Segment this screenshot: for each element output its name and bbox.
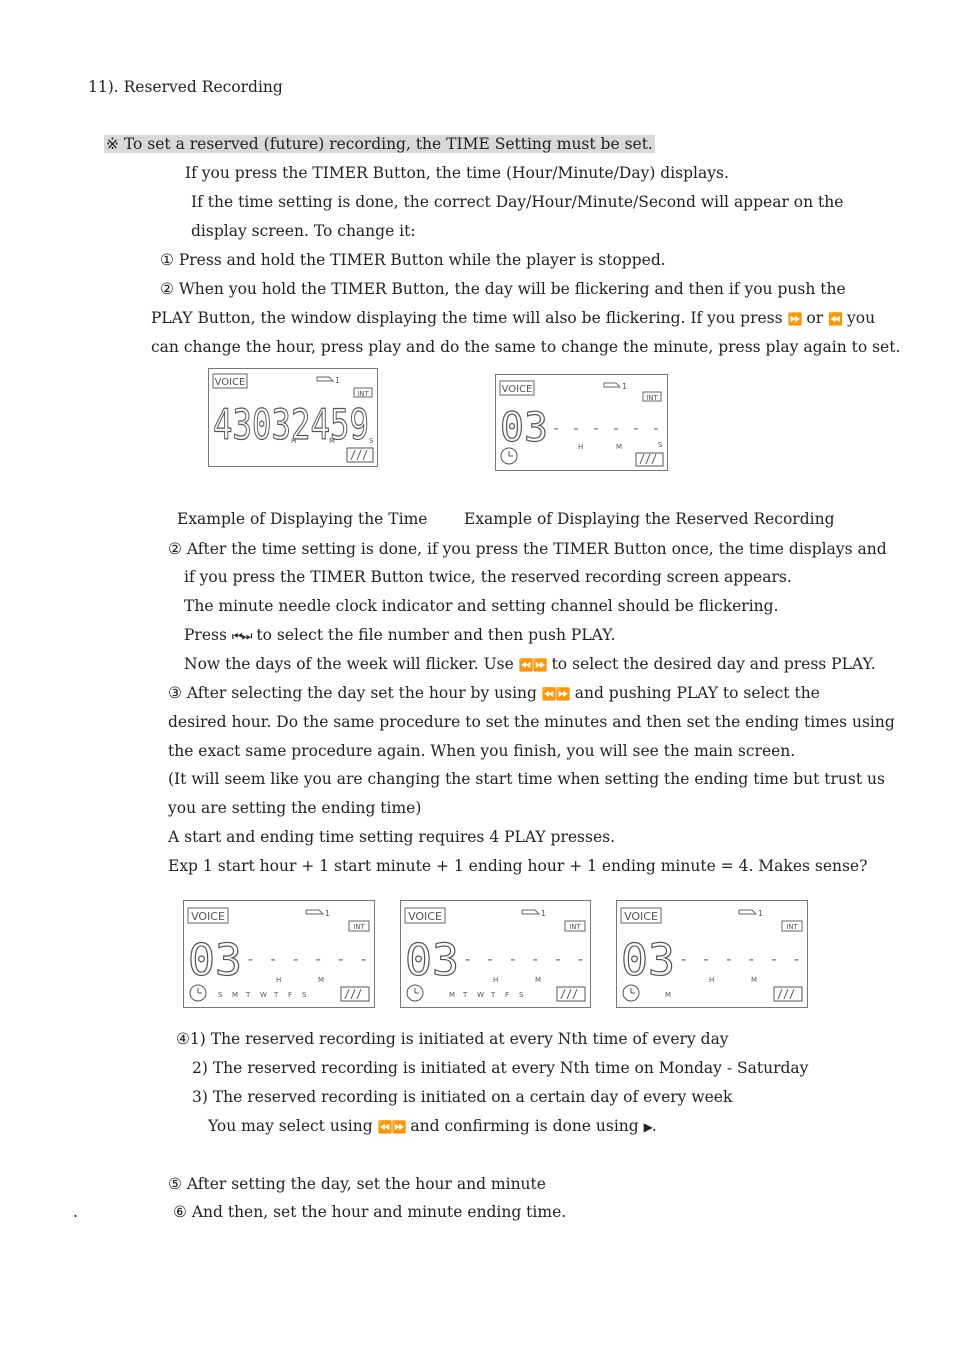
lcd-time-graphic [209, 369, 377, 466]
step-4-period: . [651, 1117, 657, 1135]
lcd-reserved-graphic [496, 375, 667, 470]
voice-badge: VOICE [624, 910, 658, 923]
step-2a-you: you [846, 309, 876, 327]
step-3-line-6: A start and ending time setting requires 4 PLAY presses. [168, 828, 616, 846]
voice-badge: VOICE [191, 910, 225, 923]
minute-label: M [616, 443, 623, 451]
day-thu: T [274, 991, 279, 999]
int-badge: INT [357, 390, 369, 398]
step-6: ⑥ And then, set the hour and minute ending time. [173, 1203, 567, 1221]
step-5: ⑤ After setting the day, set the hour and minute [168, 1175, 546, 1193]
lcd-day-graphic-1 [184, 901, 374, 1007]
minute-label: M [318, 976, 325, 984]
step-2b-line-5-text: Now the days of the week will flicker. Use [184, 655, 514, 673]
step-2b-press: Press [184, 626, 227, 644]
day-fri: F [505, 991, 510, 999]
hour-label: H [291, 437, 297, 445]
time-digits: 43032459 [213, 400, 369, 449]
battery-bars-icon [778, 989, 794, 999]
step-4-select-text: You may select using [208, 1117, 373, 1135]
battery-bars-icon [640, 454, 656, 464]
rewind-icon: ⏪ [828, 312, 843, 326]
step-3-line-3: the exact same procedure again. When you finish, you will see the main screen. [168, 742, 796, 760]
voice-badge: VOICE [408, 910, 442, 923]
battery-bars-icon [561, 989, 577, 999]
section-title: 11). Reserved Recording [88, 78, 283, 96]
note-text: ※ To set a reserved (future) recording, the TIME Setting must be set. [106, 135, 653, 153]
caption-time: Example of Displaying the Time [177, 510, 428, 528]
step-3-line-7: Exp 1 start hour + 1 start minute + 1 ending hour + 1 ending minute = 4. Makes sense? [168, 857, 868, 875]
day-thu: T [491, 991, 496, 999]
step-3-line-5: you are setting the ending time) [168, 799, 422, 817]
second-label: S [369, 437, 374, 445]
note-banner [104, 134, 655, 154]
channel-icon [306, 910, 323, 914]
rewind-forward-icon: ⏪⏩ [377, 1120, 406, 1134]
intro-line-1: If you press the TIMER Button, the time (Hour/Minute/Day) displays. [185, 164, 729, 182]
minute-label: M [329, 437, 336, 445]
step-2b-line-4-text: to select the file number and then push PLAY. [256, 626, 616, 644]
channel-number-icon: 1 [325, 909, 331, 918]
dashes: ------ [552, 421, 660, 437]
step-2a-line-3: can change the hour, press play and do the same to change the minute, press play again to set. [151, 338, 901, 356]
step-4-option-3: 3) The reserved recording is initiated on a certain day of every week [192, 1088, 733, 1106]
lcd-day-graphic-3 [617, 901, 807, 1007]
voice-badge: VOICE [501, 384, 533, 395]
step-2b-line-3: The minute needle clock indicator and setting channel should be flickering. [184, 597, 779, 615]
step-4-select [208, 1116, 657, 1137]
clock-hands-icon [509, 451, 513, 456]
week-days [218, 991, 307, 999]
lcd-time-display [208, 368, 378, 467]
step-2a-line-1: ② When you hold the TIMER Button, the day will be flickering and then if you push the [160, 280, 846, 298]
day-tue: T [246, 991, 251, 999]
step-3-line-1 [168, 683, 820, 704]
step-2a-line-2-text: PLAY Button, the window displaying the time will also be flickering. If you press [151, 309, 783, 327]
file-digits: 03 [188, 935, 242, 986]
hour-label: H [578, 443, 584, 451]
channel-icon [522, 910, 539, 914]
second-label: S [658, 441, 663, 449]
step-3-line-2: desired hour. Do the same procedure to set the minutes and then set the ending times using [168, 713, 895, 731]
lcd-day-mode-every-day [183, 900, 375, 1008]
minute-label: M [751, 976, 758, 984]
channel-icon [739, 910, 756, 914]
step-3-line-4: (It will seem like you are changing the start time when setting the ending time but trust us [168, 770, 885, 788]
day-wed: W [477, 991, 484, 999]
step-4-option-1: ④1) The reserved recording is initiated at every Nth time of every day [176, 1030, 729, 1048]
week-days [449, 991, 524, 999]
rewind-forward-icon: ⏪⏩ [541, 687, 570, 701]
hour-label: H [709, 976, 715, 984]
lcd-day-graphic-2 [401, 901, 590, 1007]
step-2b-line-2: if you press the TIMER Button twice, the reserved recording screen appears. [184, 568, 792, 586]
file-digits: 03 [405, 935, 459, 986]
channel-number-icon: 1 [622, 382, 628, 391]
hour-label: H [276, 976, 282, 984]
clock-hands-icon [631, 988, 635, 993]
caption-reserved: Example of Displaying the Reserved Recording [464, 510, 835, 528]
day-wed: W [260, 991, 267, 999]
day-tue: T [463, 991, 468, 999]
battery-bars-icon [345, 989, 361, 999]
step-2a-or: or [806, 309, 824, 327]
channel-icon [604, 383, 620, 387]
skip-icon: ⏮⏭ [231, 629, 252, 643]
step-1: ① Press and hold the TIMER Button while the player is stopped. [160, 251, 666, 269]
int-badge: INT [353, 923, 365, 931]
step-2b-line-4 [184, 625, 615, 646]
day-mon: M [232, 991, 239, 999]
day-fri: F [288, 991, 293, 999]
channel-number-icon: 1 [541, 909, 547, 918]
channel-icon [317, 377, 333, 381]
step-3-line-1-text: ③ After selecting the day set the hour by using [168, 684, 537, 702]
rewind-forward-icon: ⏪⏩ [518, 658, 547, 672]
voice-badge: VOICE [214, 377, 246, 388]
day-sun: S [218, 991, 223, 999]
day-sat: S [519, 991, 524, 999]
step-2b-line-5 [184, 654, 876, 675]
week-days [665, 991, 671, 999]
battery-bars-icon [351, 450, 367, 460]
minute-label: M [535, 976, 542, 984]
step-2a-line-2 [151, 308, 875, 329]
fast-forward-icon: ⏩ [787, 312, 802, 326]
channel-number-icon: 1 [758, 909, 764, 918]
lcd-day-mode-mon-sat [400, 900, 591, 1008]
file-digits: 03 [621, 935, 675, 986]
play-icon: ▶ [643, 1120, 652, 1134]
intro-line-3: display screen. To change it: [191, 222, 416, 240]
clock-hands-icon [198, 988, 202, 993]
clock-hands-icon [415, 988, 419, 993]
step-6-dot: . [73, 1203, 78, 1221]
hour-label: H [493, 976, 499, 984]
step-3-line-1-end: and pushing PLAY to select the [574, 684, 820, 702]
int-badge: INT [786, 923, 798, 931]
int-badge: INT [646, 394, 658, 402]
file-digits: 03 [500, 405, 548, 451]
day-mon: M [665, 991, 672, 999]
day-mon: M [449, 991, 456, 999]
lcd-reserved-display [495, 374, 668, 471]
lcd-day-mode-single-day [616, 900, 808, 1008]
step-2b-line-5-end: to select the desired day and press PLAY. [551, 655, 876, 673]
step-2b-line-1: ② After the time setting is done, if you press the TIMER Button once, the time displays and [168, 540, 887, 558]
dashes: ------ [463, 950, 585, 968]
day-sat: S [302, 991, 307, 999]
step-4-option-2: 2) The reserved recording is initiated at every Nth time on Monday - Saturday [192, 1059, 809, 1077]
step-4-confirm-text: and confirming is done using [410, 1117, 639, 1135]
dashes: ------ [246, 950, 368, 968]
dashes: ------ [679, 950, 801, 968]
intro-line-2: If the time setting is done, the correct Day/Hour/Minute/Second will appear on the [191, 193, 844, 211]
int-badge: INT [569, 923, 581, 931]
channel-number-icon: 1 [335, 376, 341, 385]
